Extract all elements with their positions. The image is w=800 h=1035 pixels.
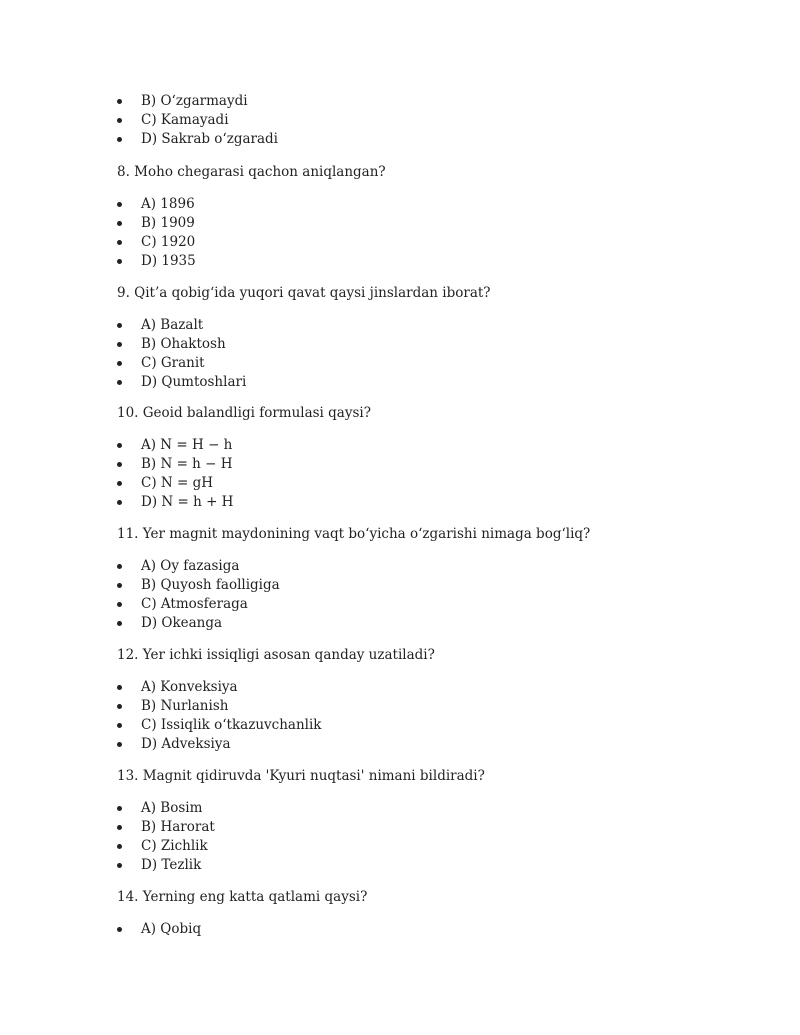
bullet-icon xyxy=(117,723,122,728)
option-text: B) O‘zgarmaydi xyxy=(141,93,248,109)
options-list xyxy=(117,799,485,875)
option-item xyxy=(117,373,491,392)
option-item xyxy=(117,436,371,455)
bullet-icon xyxy=(117,118,122,123)
question-text: 12. Yer ichki issiqligi asosan qanday uzatiladi? xyxy=(117,647,435,663)
bullet-icon xyxy=(117,825,122,830)
option-item xyxy=(117,195,386,214)
option-text: D) Adveksiya xyxy=(141,736,231,752)
option-item xyxy=(117,130,278,149)
option-item xyxy=(117,837,485,856)
question-text: 14. Yerning eng katta qatlami qaysi? xyxy=(117,889,368,905)
option-item xyxy=(117,678,435,697)
option-text: B) Ohaktosh xyxy=(141,336,226,352)
options-list xyxy=(117,557,590,633)
option-text: C) 1920 xyxy=(141,234,196,250)
bullet-icon xyxy=(117,742,122,747)
question-block-10 xyxy=(117,404,371,512)
bullet-icon xyxy=(117,863,122,868)
option-item xyxy=(117,818,485,837)
option-item xyxy=(117,354,491,373)
question-block-11 xyxy=(117,525,590,633)
bullet-icon xyxy=(117,462,122,467)
option-text: A) N = H − h xyxy=(141,437,233,453)
option-item xyxy=(117,252,386,271)
bullet-icon xyxy=(117,500,122,505)
bullet-icon xyxy=(117,202,122,207)
continued-options-list xyxy=(117,92,278,149)
option-item xyxy=(117,697,435,716)
bullet-icon xyxy=(117,621,122,626)
option-item xyxy=(117,474,371,493)
option-text: D) N = h + H xyxy=(141,494,234,510)
bullet-icon xyxy=(117,481,122,486)
options-list xyxy=(117,920,367,939)
bullet-icon xyxy=(117,806,122,811)
option-text: A) Oy fazasiga xyxy=(141,558,240,574)
option-item xyxy=(117,595,590,614)
bullet-icon xyxy=(117,259,122,264)
bullet-icon xyxy=(117,380,122,385)
options-list xyxy=(117,195,386,271)
bullet-icon xyxy=(117,602,122,607)
bullet-icon xyxy=(117,927,122,932)
bullet-icon xyxy=(117,342,122,347)
option-item xyxy=(117,735,435,754)
option-item xyxy=(117,335,491,354)
question-block-13 xyxy=(117,767,485,875)
option-text: D) Sakrab o‘zgaradi xyxy=(141,131,278,147)
option-text: C) Issiqlik o‘tkazuvchanlik xyxy=(141,717,322,733)
option-item xyxy=(117,455,371,474)
option-text: C) Kamayadi xyxy=(141,112,229,128)
bullet-icon xyxy=(117,564,122,569)
bullet-icon xyxy=(117,685,122,690)
option-item xyxy=(117,493,371,512)
bullet-icon xyxy=(117,443,122,448)
question-block-8 xyxy=(117,163,386,271)
option-text: A) 1896 xyxy=(141,196,195,212)
option-text: A) Bazalt xyxy=(141,317,204,333)
option-text: B) N = h − H xyxy=(141,456,233,472)
question-text: 11. Yer magnit maydonining vaqt bo‘yicha o‘zgarishi nimaga bog‘liq? xyxy=(117,526,591,542)
options-list xyxy=(117,316,491,392)
option-text: D) Tezlik xyxy=(141,857,202,873)
bullet-icon xyxy=(117,583,122,588)
option-text: D) Qumtoshlari xyxy=(141,374,247,390)
option-text: C) Zichlik xyxy=(141,838,208,854)
option-item xyxy=(117,111,278,130)
option-text: B) Nurlanish xyxy=(141,698,229,714)
bullet-icon xyxy=(117,240,122,245)
option-text: D) 1935 xyxy=(141,253,196,269)
option-text: B) 1909 xyxy=(141,215,195,231)
question-text: 9. Qit’a qobig‘ida yuqori qavat qaysi jinslardan iborat? xyxy=(117,285,491,301)
option-item xyxy=(117,557,590,576)
question-block-14 xyxy=(117,888,367,939)
question-text: 13. Magnit qidiruvda 'Kyuri nuqtasi' nimani bildiradi? xyxy=(117,768,485,784)
option-item xyxy=(117,92,278,111)
option-item xyxy=(117,716,435,735)
option-item xyxy=(117,214,386,233)
option-item xyxy=(117,799,485,818)
bullet-icon xyxy=(117,704,122,709)
option-text: D) Okeanga xyxy=(141,615,223,631)
option-text: A) Konveksiya xyxy=(141,679,238,695)
option-item xyxy=(117,856,485,875)
option-text: A) Bosim xyxy=(141,800,203,816)
options-list xyxy=(117,436,371,512)
option-text: C) Atmosferaga xyxy=(141,596,248,612)
bullet-icon xyxy=(117,137,122,142)
bullet-icon xyxy=(117,361,122,366)
option-text: B) Harorat xyxy=(141,819,215,835)
bullet-icon xyxy=(117,99,122,104)
option-item xyxy=(117,920,367,939)
question-text: 10. Geoid balandligi formulasi qaysi? xyxy=(117,405,371,421)
bullet-icon xyxy=(117,323,122,328)
option-item xyxy=(117,614,590,633)
option-text: A) Qobiq xyxy=(141,921,202,937)
options-list xyxy=(117,678,435,754)
option-item xyxy=(117,233,386,252)
question-block-9 xyxy=(117,284,491,392)
option-text: B) Quyosh faolligiga xyxy=(141,577,280,593)
question-text: 8. Moho chegarasi qachon aniqlangan? xyxy=(117,164,386,180)
option-item xyxy=(117,576,590,595)
bullet-icon xyxy=(117,221,122,226)
option-text: C) N = gH xyxy=(141,475,214,491)
option-item xyxy=(117,316,491,335)
bullet-icon xyxy=(117,844,122,849)
question-block-12 xyxy=(117,646,435,754)
option-text: C) Granit xyxy=(141,355,205,371)
